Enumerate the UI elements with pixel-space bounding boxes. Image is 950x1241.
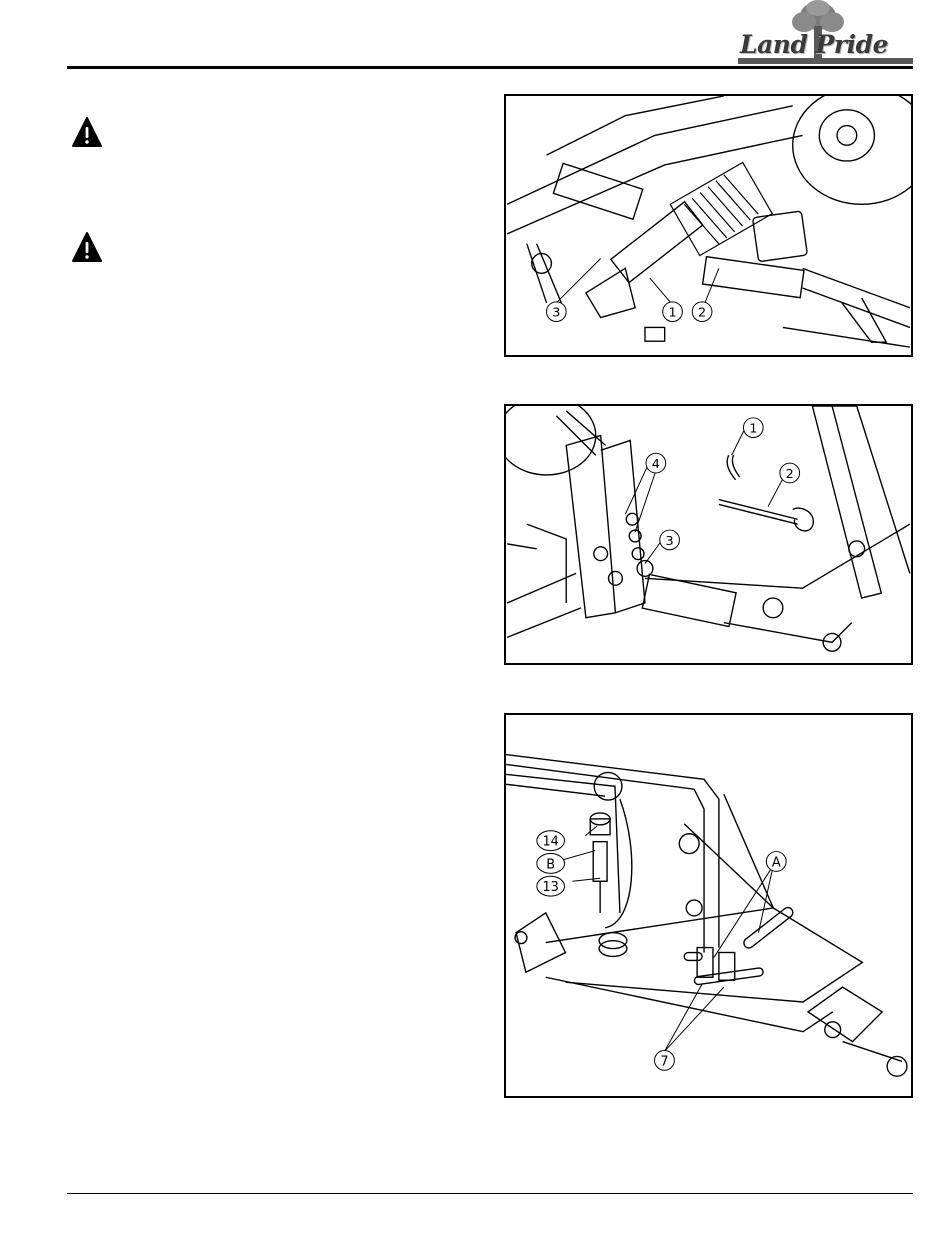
footer-rule <box>67 1193 913 1194</box>
callout-label: 14 <box>542 834 559 850</box>
callout-label: 13 <box>542 880 559 896</box>
warning-triangle-icon <box>72 232 102 267</box>
line-drawing-pin-and-clip <box>506 406 911 663</box>
brand-name: Land Pride <box>740 30 888 59</box>
brand-logo <box>728 0 918 72</box>
callout-label: 7 <box>660 1054 669 1070</box>
callout-label: 1 <box>749 421 758 437</box>
callout-label: 1 <box>668 305 677 321</box>
callout-label: 4 <box>651 457 660 473</box>
header-rule <box>67 66 913 69</box>
line-drawing-hitch-cylinders <box>506 96 911 355</box>
figure-hitch-cylinders <box>504 94 913 357</box>
callout-label: 2 <box>785 466 794 482</box>
line-drawing-hose-routing <box>506 715 911 1096</box>
callout-label: B <box>546 857 556 873</box>
figure-hose-routing <box>504 713 913 1098</box>
callout-label: 3 <box>552 305 561 321</box>
callout-label: 2 <box>698 305 707 321</box>
callout-label: 3 <box>665 533 674 549</box>
warning-triangle-icon <box>72 117 102 152</box>
callout-label: A <box>771 855 781 871</box>
figure-pin-and-clip <box>504 404 913 665</box>
